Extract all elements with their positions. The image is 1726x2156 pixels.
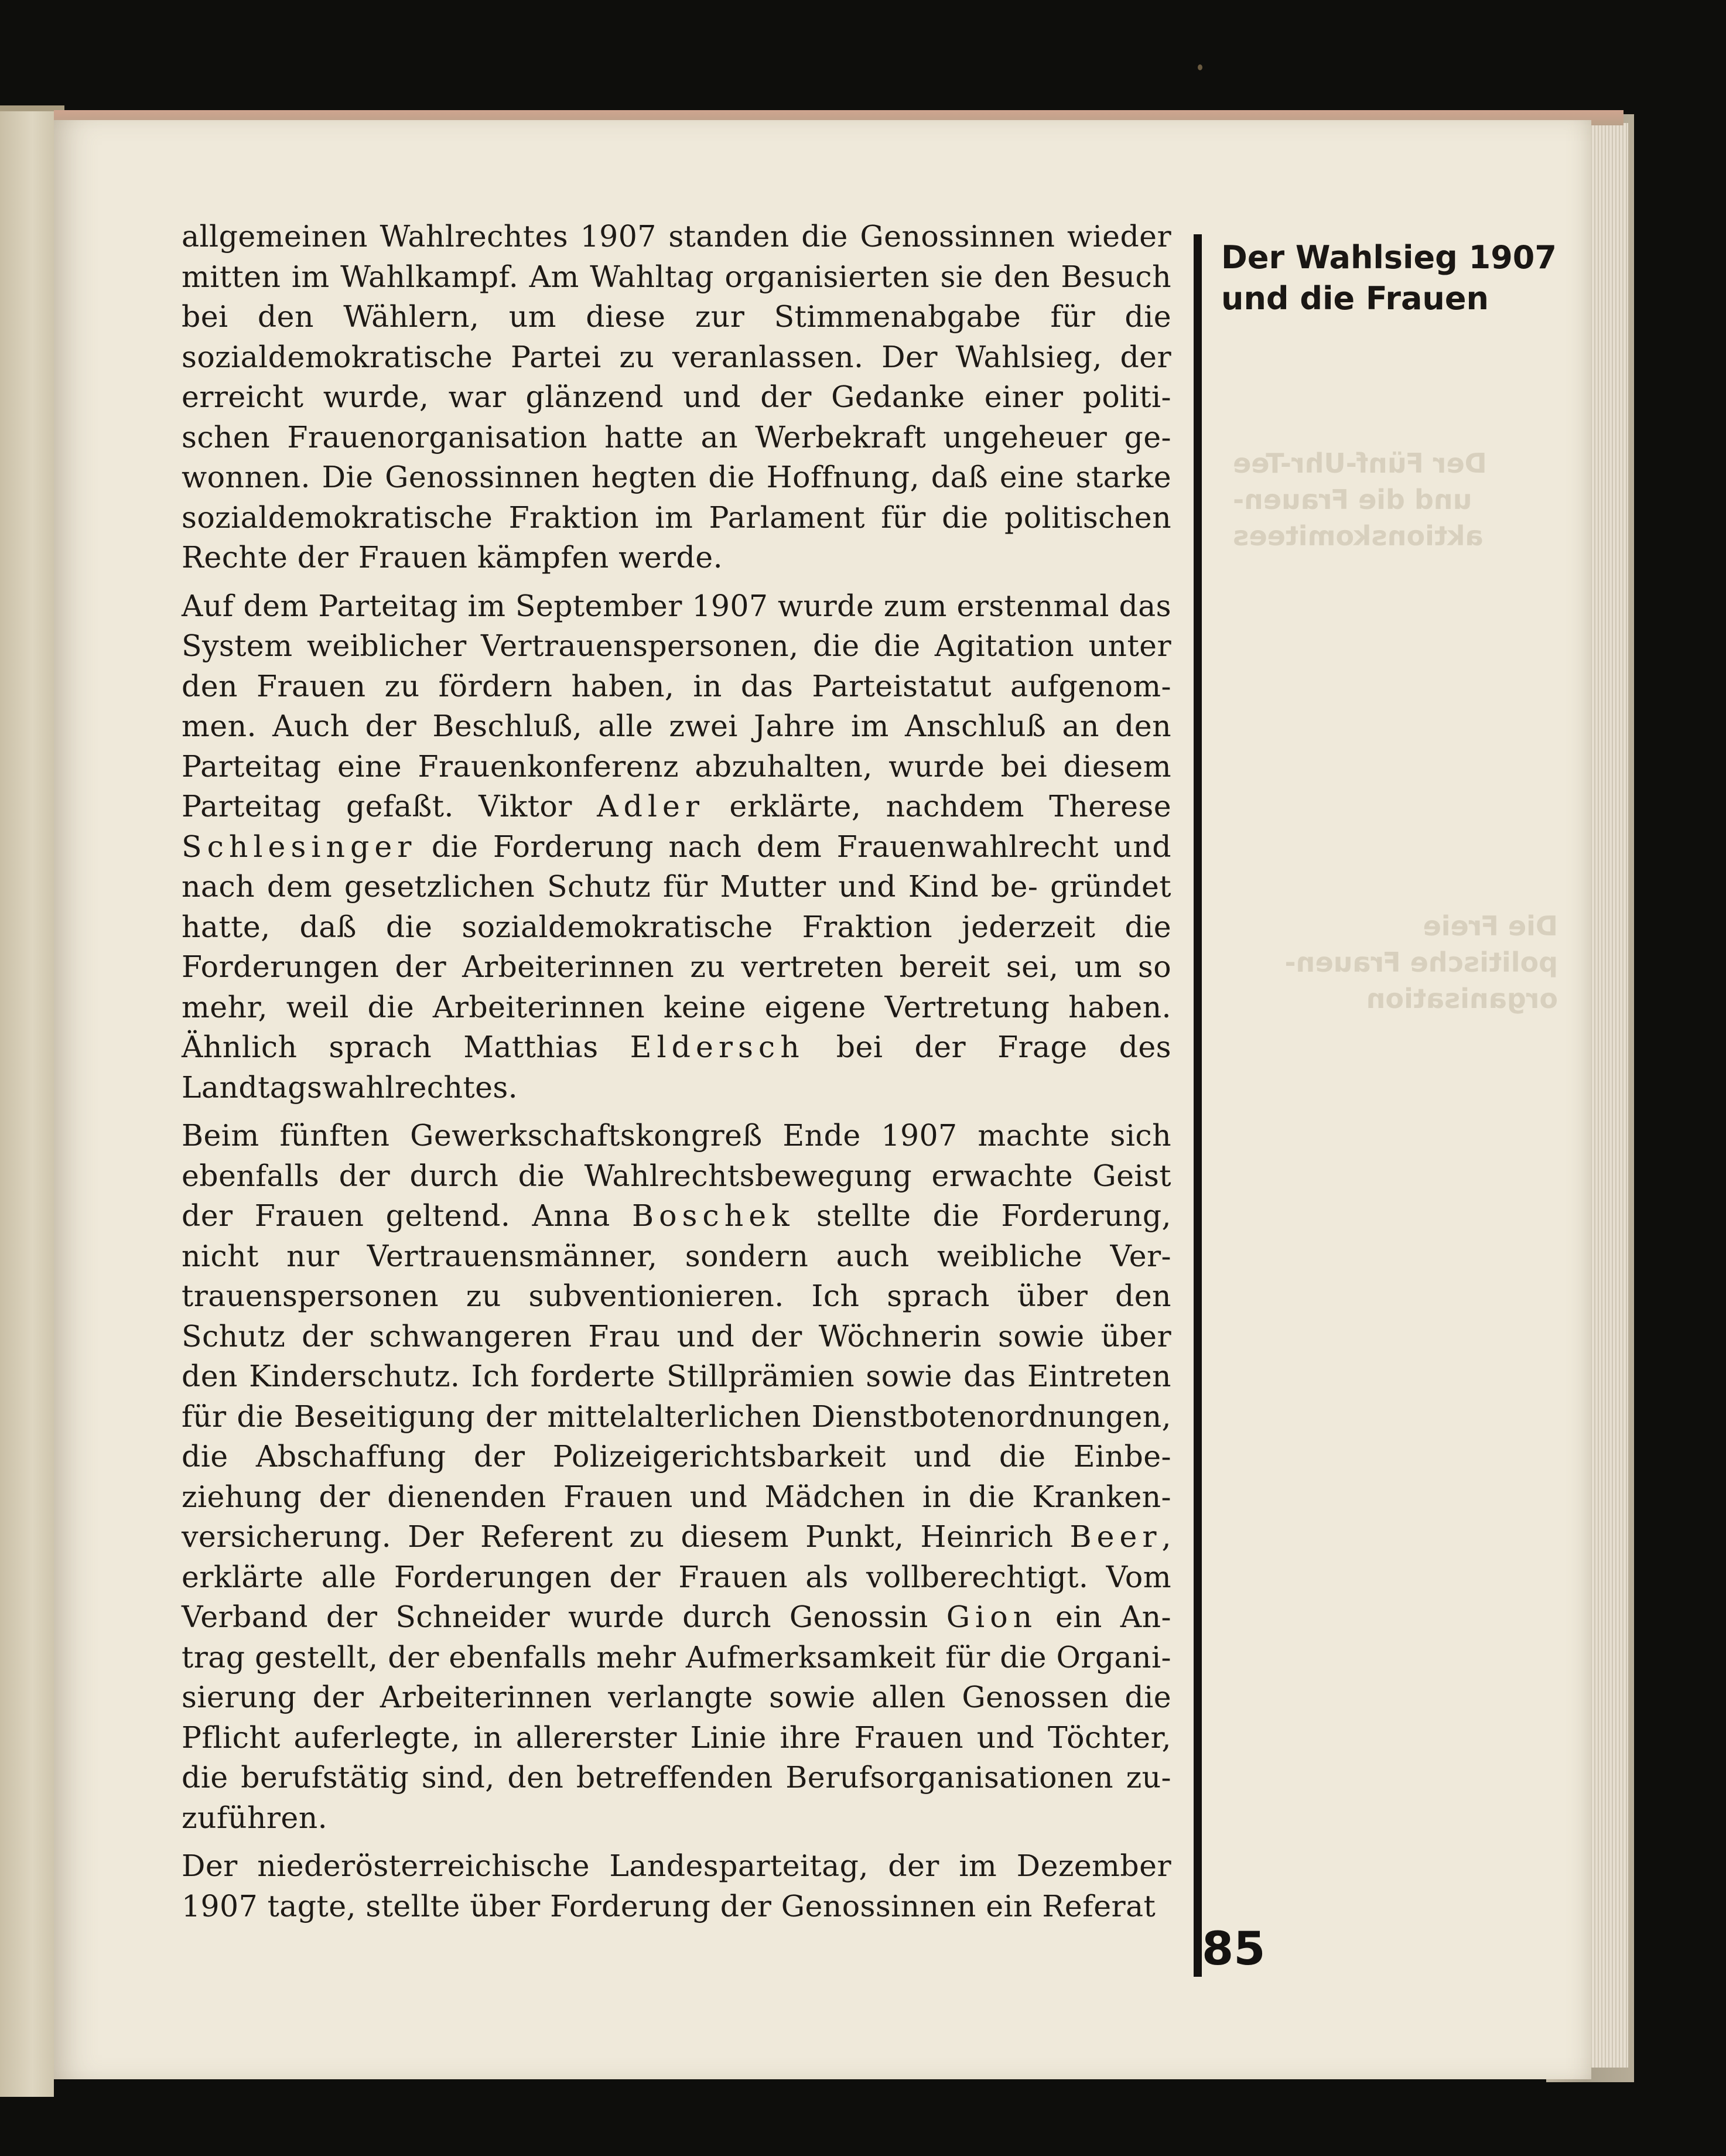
text-line: der Frauen geltend. Anna Boschek stellte die Forderung, [182,1198,1171,1233]
text-line: allgemeinen Wahlrechtes 1907 standen die Genossinnen wieder [182,219,1171,254]
margin-heading [1221,237,1573,319]
text-line: für die Beseitigung der mittelalterlichen Dienstbotenordnungen, [182,1399,1171,1434]
text-line: und nach dem gesetzlichen Schutz für Mutter und Kind be- [182,829,1171,904]
text-line: haben. Ähnlich sprach Matthias Eldersch bei der Frage [182,989,1171,1064]
text-line: System weiblicher Vertrauenspersonen, die die Agitation unter [182,628,1171,663]
text-line: um so mehr, weil die Arbeiterinnen keine eigene Vertretung [182,949,1171,1024]
text-line: schen Frauenorganisation hatte an Werbekraft ungeheuer ge- [182,419,1171,455]
show-through-text: Die Freie politische Frauen- organisation [1284,910,1558,1014]
text-line: die Forderungen der Arbeiterinnen zu vertreten bereit sei, [182,909,1171,984]
text-line: die berufstätig sind, den betreffenden Berufsorganisationen zu- [182,1760,1171,1795]
text-line: 1907 tagte, stellte über Forderung der Genossinnen ein Referat [182,1888,1156,1923]
text-line: trauenspersonen zu subventionieren. Ich sprach über den [182,1279,1171,1313]
text-line: erreicht wurde, war glänzend und der Gedanke einer politi- [182,380,1171,414]
text-line: wonnen. Die Genossinnen hegten die Hoffnung, daß eine starke [182,460,1171,494]
text-line: Schutz der schwangeren Frau und der Wöchnerin sowie über [182,1318,1171,1354]
text-line: mitten im Wahlkampf. Am Wahltag organisierten sie den [182,259,1061,294]
text-line: Auf dem Parteitag im September 1907 wurde zum erstenmal das [182,588,1171,623]
text-line: sierung der Arbeiterinnen verlangte sowie allen Genossen die [182,1680,1171,1714]
text-line: gründet hatte, daß die sozialdemokratische Fraktion jederzeit [182,869,1171,944]
text-line: Besuch bei den Wählern, um diese zur Stimmenabgabe für die [182,259,1171,334]
show-through-text: Der Fünf-Uhr-Tee und die Frauen- aktionskomitees [1233,447,1487,552]
text-line: Pflicht auferlegte, in allererster Linie ihre Frauen und Töchter, [182,1720,1171,1755]
text-line: Parteitag eine Frauenkonferenz abzuhalten, wurde bei diesem [182,749,1171,784]
text-line: Parteitag gefaßt. Viktor Adler erklärte, nachdem Therese [182,789,1172,824]
text-line: trag gestellt, der ebenfalls mehr Aufmerksamkeit für die Organi- [182,1639,1171,1675]
text-line: sozialdemokratische Partei zu veranlassen. Der Wahlsieg, der [182,339,1171,374]
page-number: 85 [1202,1923,1266,1976]
text-line: Rechte der Frauen kämpfen werde. [182,540,723,575]
text-line: Der niederösterreichische Landesparteitag, der im Dezember [182,1849,1171,1883]
text-line: den Kinderschutz. Ich forderte Stillprämien sowie das Eintreten [182,1359,1171,1393]
margin-heading-line: und die Frauen [1221,280,1489,317]
margin-heading-line: Der Wahlsieg 1907 [1221,239,1557,276]
left-page-sliver [0,111,54,2097]
paragraph [182,1116,1171,1838]
text-line: den Frauen zu fördern haben, in das Parteistatut aufgenom- [182,668,1171,703]
text-line: nicht nur Vertrauensmänner, sondern auch weibliche Ver- [182,1238,1171,1273]
text-line: zuführen. [182,1800,328,1835]
text-line: erklärte alle Forderungen der Frauen als vollberechtigt. Vom [182,1559,1171,1594]
body-text [182,217,1171,1935]
text-line: Schlesinger die Forderung nach dem Frauenwahlrecht [182,829,1114,864]
dust-speck [1198,64,1202,70]
text-line: versicherung. Der Referent zu diesem Punkt, Heinrich Beer, [182,1519,1171,1554]
vertical-rule [1194,234,1202,1977]
paragraph [182,1846,1171,1926]
text-line: die Abschaffung der Polizeigerichtsbarkeit und die Einbe- [182,1439,1171,1474]
text-line: Verband der Schneider wurde durch Genossin Gion ein An- [182,1600,1171,1634]
text-line: ziehung der dienenden Frauen und Mädchen in die Kranken- [182,1479,1171,1514]
paragraph [182,217,1171,578]
text-line: ebenfalls der durch die Wahlrechtsbewegung erwachte Geist [182,1158,1171,1193]
text-line: Beim fünften Gewerkschaftskongreß Ende 1907 machte sich [182,1118,1171,1153]
text-line: des Landtagswahlrechtes. [182,1030,1171,1105]
text-line: men. Auch der Beschluß, alle zwei Jahre im Anschluß an den [182,709,1171,743]
paragraph [182,586,1171,1108]
text-line: sozialdemokratische Fraktion im Parlament für die politischen [182,500,1171,535]
